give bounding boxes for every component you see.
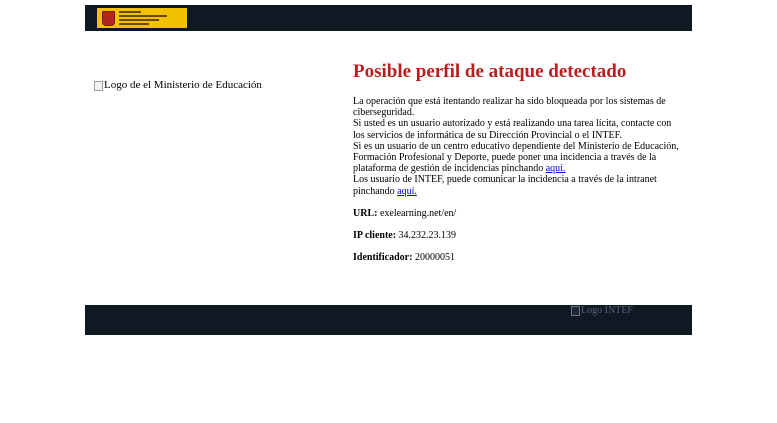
message-line-1: La operación que está itentando realizar ha sido bloqueada por los sistemas de ciberseguridad. <box>353 96 666 119</box>
message-line-2: Si usted es un usuario autorizado y está realizando una tarea lícita, contacte con los servicios de informática de su Dirección Provincial o el INTEF. <box>353 118 672 141</box>
gov-logo-text-graphic <box>119 10 179 26</box>
identifier-value: 20000051 <box>414 252 455 264</box>
intef-logo <box>571 305 633 316</box>
intranet-link[interactable]: aquí. <box>397 185 417 197</box>
identifier-field <box>353 252 683 263</box>
ministry-logo <box>94 79 262 92</box>
block-message <box>353 96 683 197</box>
footer-bar <box>85 305 692 335</box>
url-label: URL: <box>353 207 378 219</box>
message-line-4: Los usuario de INTEF, puede comunicar la incidencia a través de la intranet pinchando <box>353 174 657 197</box>
main-content <box>353 60 683 263</box>
header-bar <box>85 5 692 31</box>
page-title: Posible perfil de ataque detectado <box>353 61 627 82</box>
intef-logo-alt-text: Logo INTEF <box>581 305 633 316</box>
ip-label: IP cliente: <box>353 230 397 242</box>
identifier-label: Identificador: <box>353 252 413 264</box>
message-line-3: Si es un usuario de un centro educativo dependiente del Ministerio de Educación, Formación Profesional y Deporte, puede poner una incidencia a través de la plataforma de gestión de incidencias pinchando <box>353 140 679 175</box>
ip-value: 34.232.23.139 <box>398 230 457 242</box>
coat-of-arms-icon <box>102 11 115 26</box>
ip-field <box>353 230 683 241</box>
gobierno-logo-icon[interactable] <box>97 8 187 28</box>
broken-image-icon <box>571 306 580 316</box>
ministry-logo-alt-text: Logo de el Ministerio de Educación <box>104 79 262 91</box>
url-value: exelearning.net/en/ <box>379 207 457 219</box>
url-field <box>353 208 683 219</box>
broken-image-icon <box>94 81 103 91</box>
incident-platform-link[interactable]: aquí. <box>545 163 566 175</box>
